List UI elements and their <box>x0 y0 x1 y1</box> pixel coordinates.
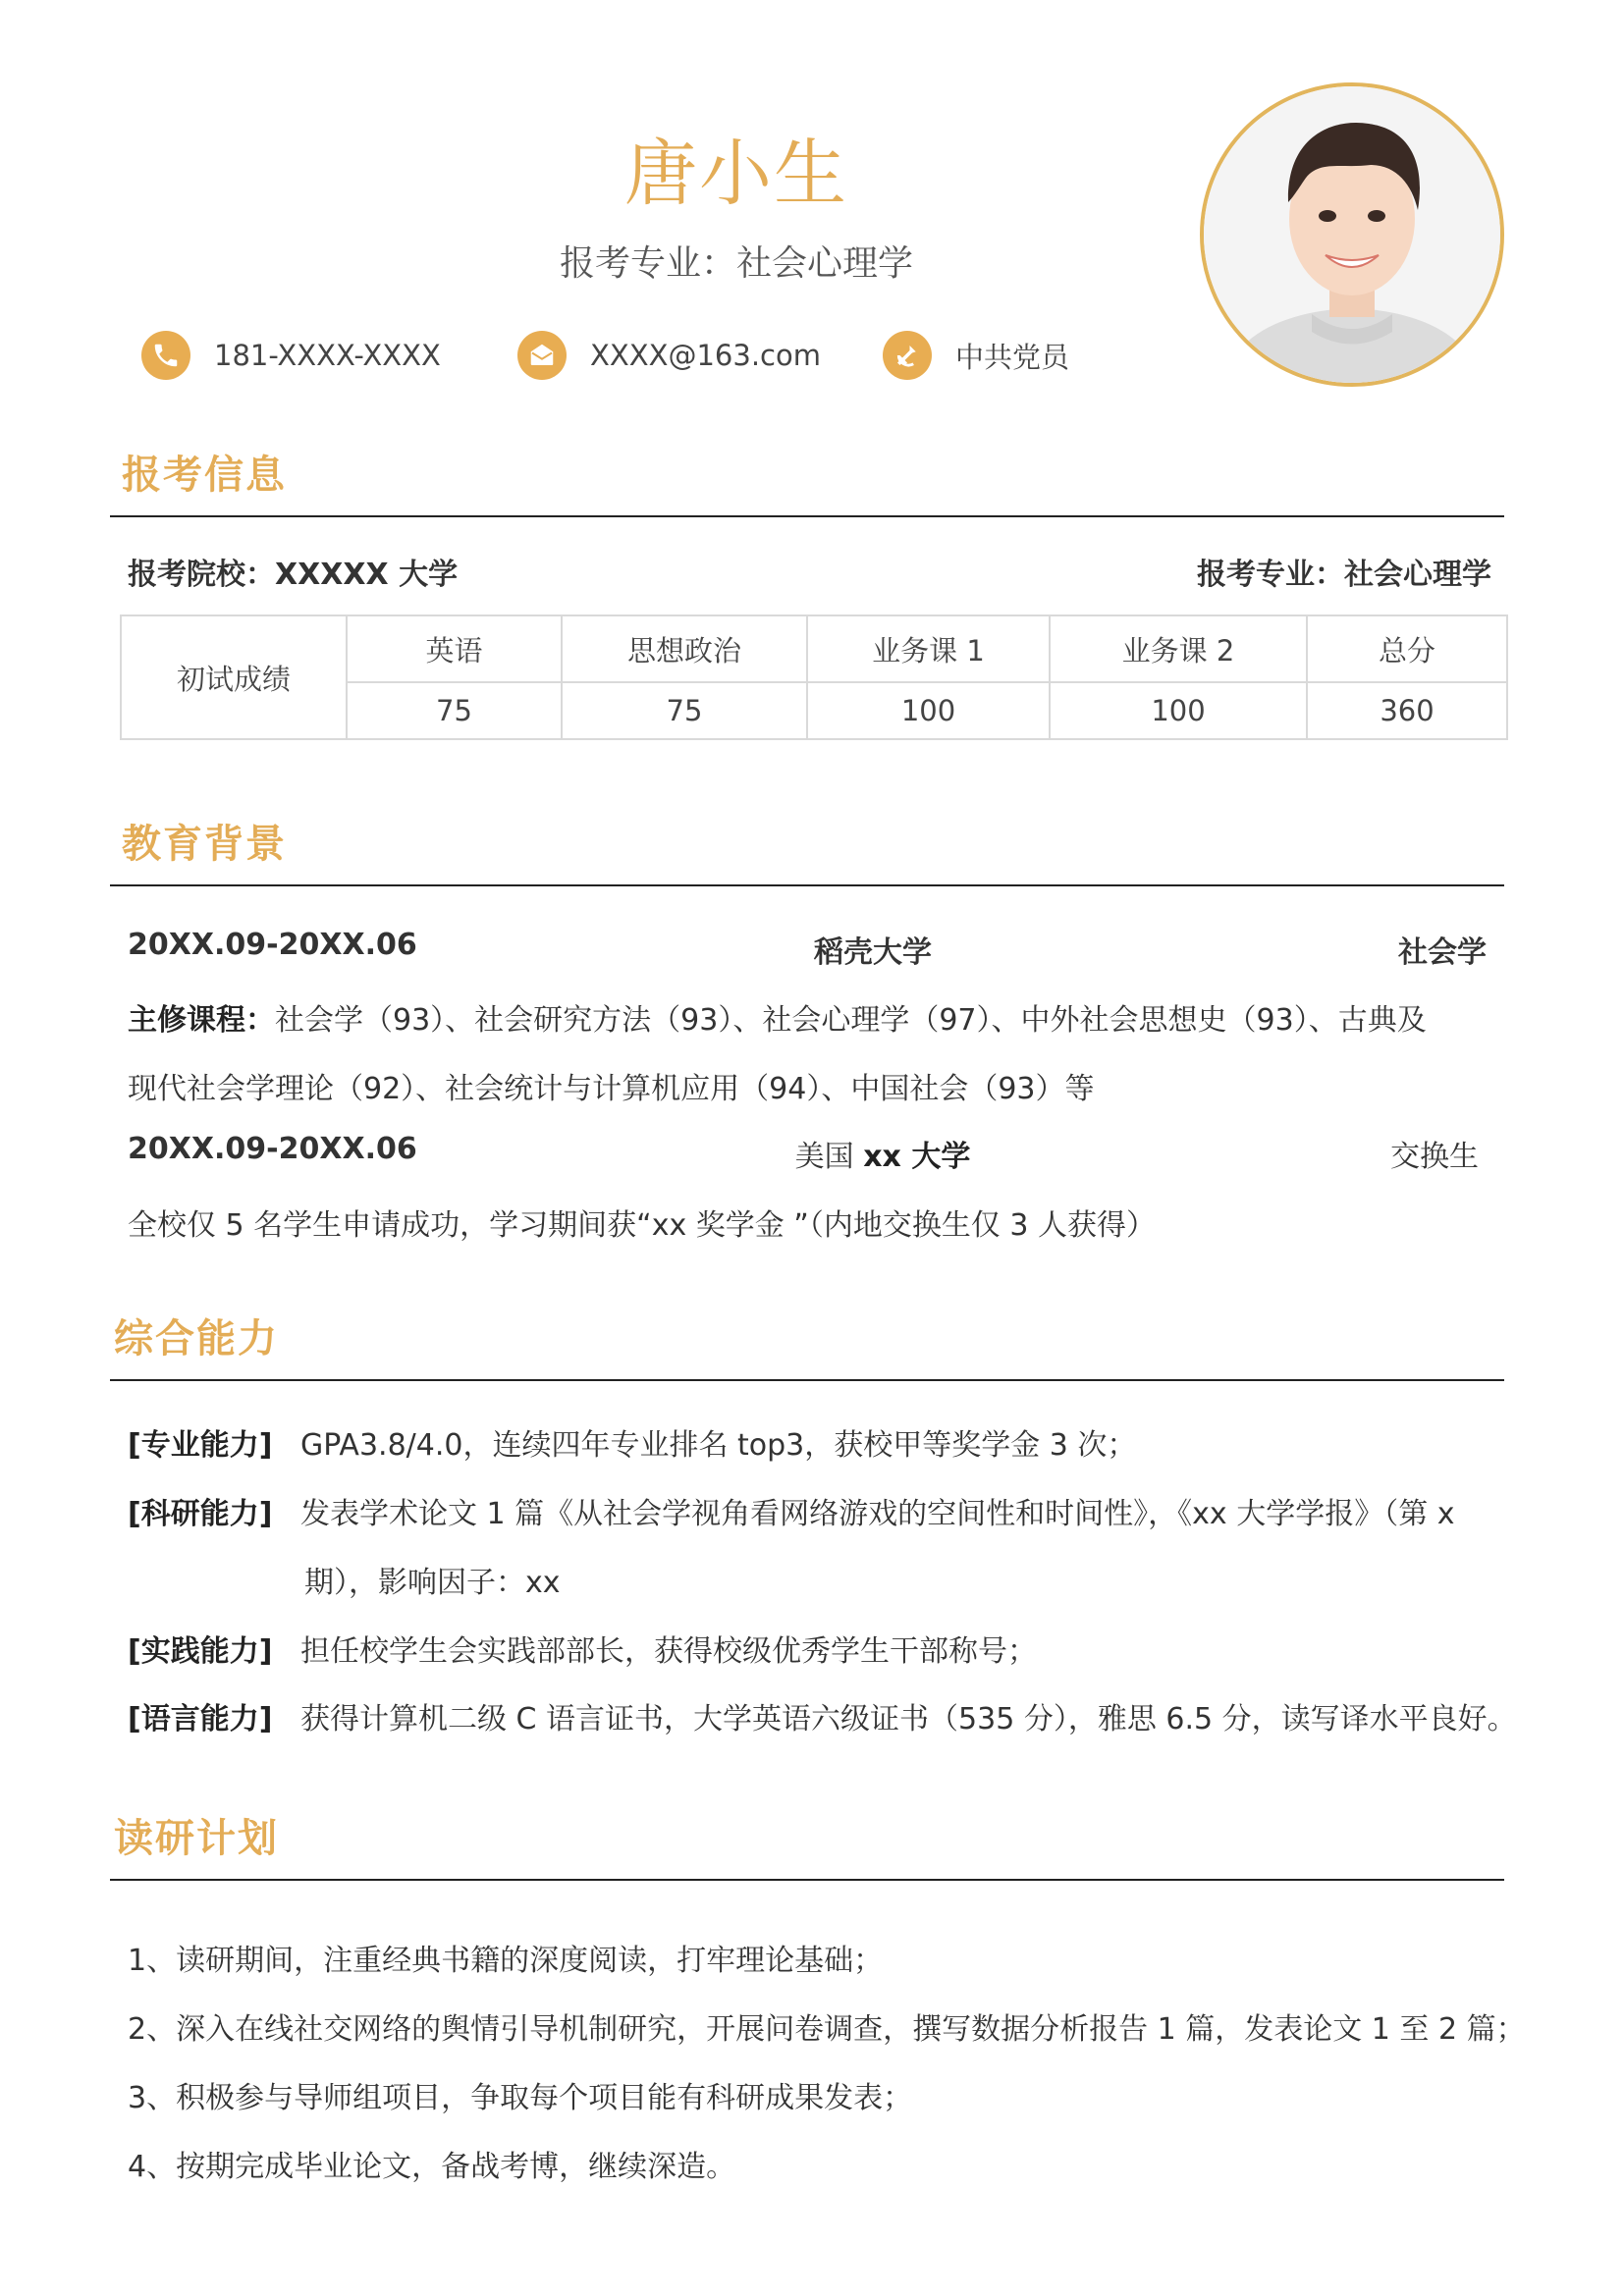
skill-text: GPA3.8/4.0，连续四年专业排名 top3，获校甲等奖学金 3 次； <box>300 1428 1137 1463</box>
profile-photo <box>1200 82 1504 387</box>
section-title-education: 教育背景 <box>122 822 287 867</box>
skill-text: 获得计算机二级 C 语言证书，大学英语六级证书（535 分），雅思 6.5 分，读写译水平良好。 <box>300 1702 1517 1736</box>
edu-school: 稻壳大学 <box>814 935 932 970</box>
score-value: 75 <box>562 682 807 739</box>
edu-courses <box>128 995 1427 1039</box>
skill-label: [科研能力] <box>128 1497 273 1531</box>
section-divider <box>110 884 1504 886</box>
section-divider <box>110 1379 1504 1381</box>
score-row-label: 初试成绩 <box>121 615 347 739</box>
party-emblem-icon <box>883 331 932 380</box>
plan-item: 3、积极参与导师组项目，争取每个项目能有科研成果发表； <box>128 2081 913 2115</box>
section-divider <box>110 515 1504 517</box>
exam-major: 报考专业：社会心理学 <box>1197 558 1491 592</box>
score-header: 英语 <box>347 615 562 682</box>
edu-major: 交换生 <box>1390 1140 1479 1174</box>
candidate-name: 唐小生 <box>624 132 848 216</box>
phone-icon <box>141 331 190 380</box>
score-value: 100 <box>807 682 1050 739</box>
courses-text: 社会学（93）、社会研究方法（93）、社会心理学（97）、中外社会思想史（93）、古典及 <box>275 1003 1427 1038</box>
plan-item: 1、读研期间，注重经典书籍的深度阅读，打牢理论基础； <box>128 1944 884 1978</box>
exam-school: 报考院校：XXXXX 大学 <box>128 558 459 592</box>
edu-courses-cont: 现代社会学理论（92）、社会统计与计算机应用（94）、中国社会（93）等 <box>128 1072 1095 1106</box>
target-major: 报考专业：社会心理学 <box>559 243 913 284</box>
edu-school-prefix: 美国 <box>794 1140 864 1174</box>
score-header: 业务课 2 <box>1050 615 1307 682</box>
edu-period: 20XX.09-20XX.06 <box>128 1132 417 1166</box>
contact-email <box>517 330 821 381</box>
score-header: 业务课 1 <box>807 615 1050 682</box>
score-value: 75 <box>347 682 562 739</box>
skill-text: 担任校学生会实践部部长，获得校级优秀学生干部称号； <box>300 1634 1037 1669</box>
section-title-skills: 综合能力 <box>114 1316 279 1362</box>
mail-icon <box>517 331 567 380</box>
score-header: 总分 <box>1307 615 1507 682</box>
political-status: 中共党员 <box>955 340 1070 374</box>
score-value: 100 <box>1050 682 1307 739</box>
contact-political-status <box>883 330 1069 381</box>
plan-item: 2、深入在线社交网络的舆情引导机制研究，开展问卷调查，撰写数据分析报告 1 篇，发表论文 1 至 2 篇； <box>128 2012 1526 2047</box>
section-title-exam-info: 报考信息 <box>122 453 287 498</box>
skill-item <box>128 1694 272 1737</box>
email-address: XXXX@163.com <box>590 339 821 372</box>
edu-major: 社会学 <box>1398 935 1487 970</box>
plan-item: 4、按期完成毕业论文，备战考博，继续深造。 <box>128 2150 736 2184</box>
skill-label: [语言能力] <box>128 1702 273 1736</box>
skill-item <box>128 1420 272 1464</box>
score-value: 360 <box>1307 682 1507 739</box>
courses-label: 主修课程： <box>128 1003 275 1038</box>
skill-item <box>128 1627 272 1670</box>
skill-text: 发表学术论文 1 篇《从社会学视角看网络游戏的空间性和时间性》，《xx 大学学报》（第 x <box>300 1497 1455 1531</box>
score-table <box>120 614 1508 740</box>
section-divider <box>110 1879 1504 1881</box>
skill-label: [专业能力] <box>128 1428 273 1463</box>
skill-item <box>128 1489 272 1532</box>
edu-school-name: xx 大学 <box>863 1140 971 1174</box>
phone-number: 181-XXXX-XXXX <box>214 339 441 372</box>
score-header: 思想政治 <box>562 615 807 682</box>
edu-school <box>0 1132 1624 1175</box>
skill-label: [实践能力] <box>128 1634 273 1669</box>
edu-note: 全校仅 5 名学生申请成功，学习期间获“xx 奖学金 ”（内地交换生仅 3 人获得） <box>128 1208 1156 1243</box>
skill-text-cont: 期），影响因子：xx <box>304 1566 561 1600</box>
contact-phone <box>141 330 441 381</box>
edu-period: 20XX.09-20XX.06 <box>128 928 417 962</box>
section-title-study-plan: 读研计划 <box>114 1816 279 1861</box>
